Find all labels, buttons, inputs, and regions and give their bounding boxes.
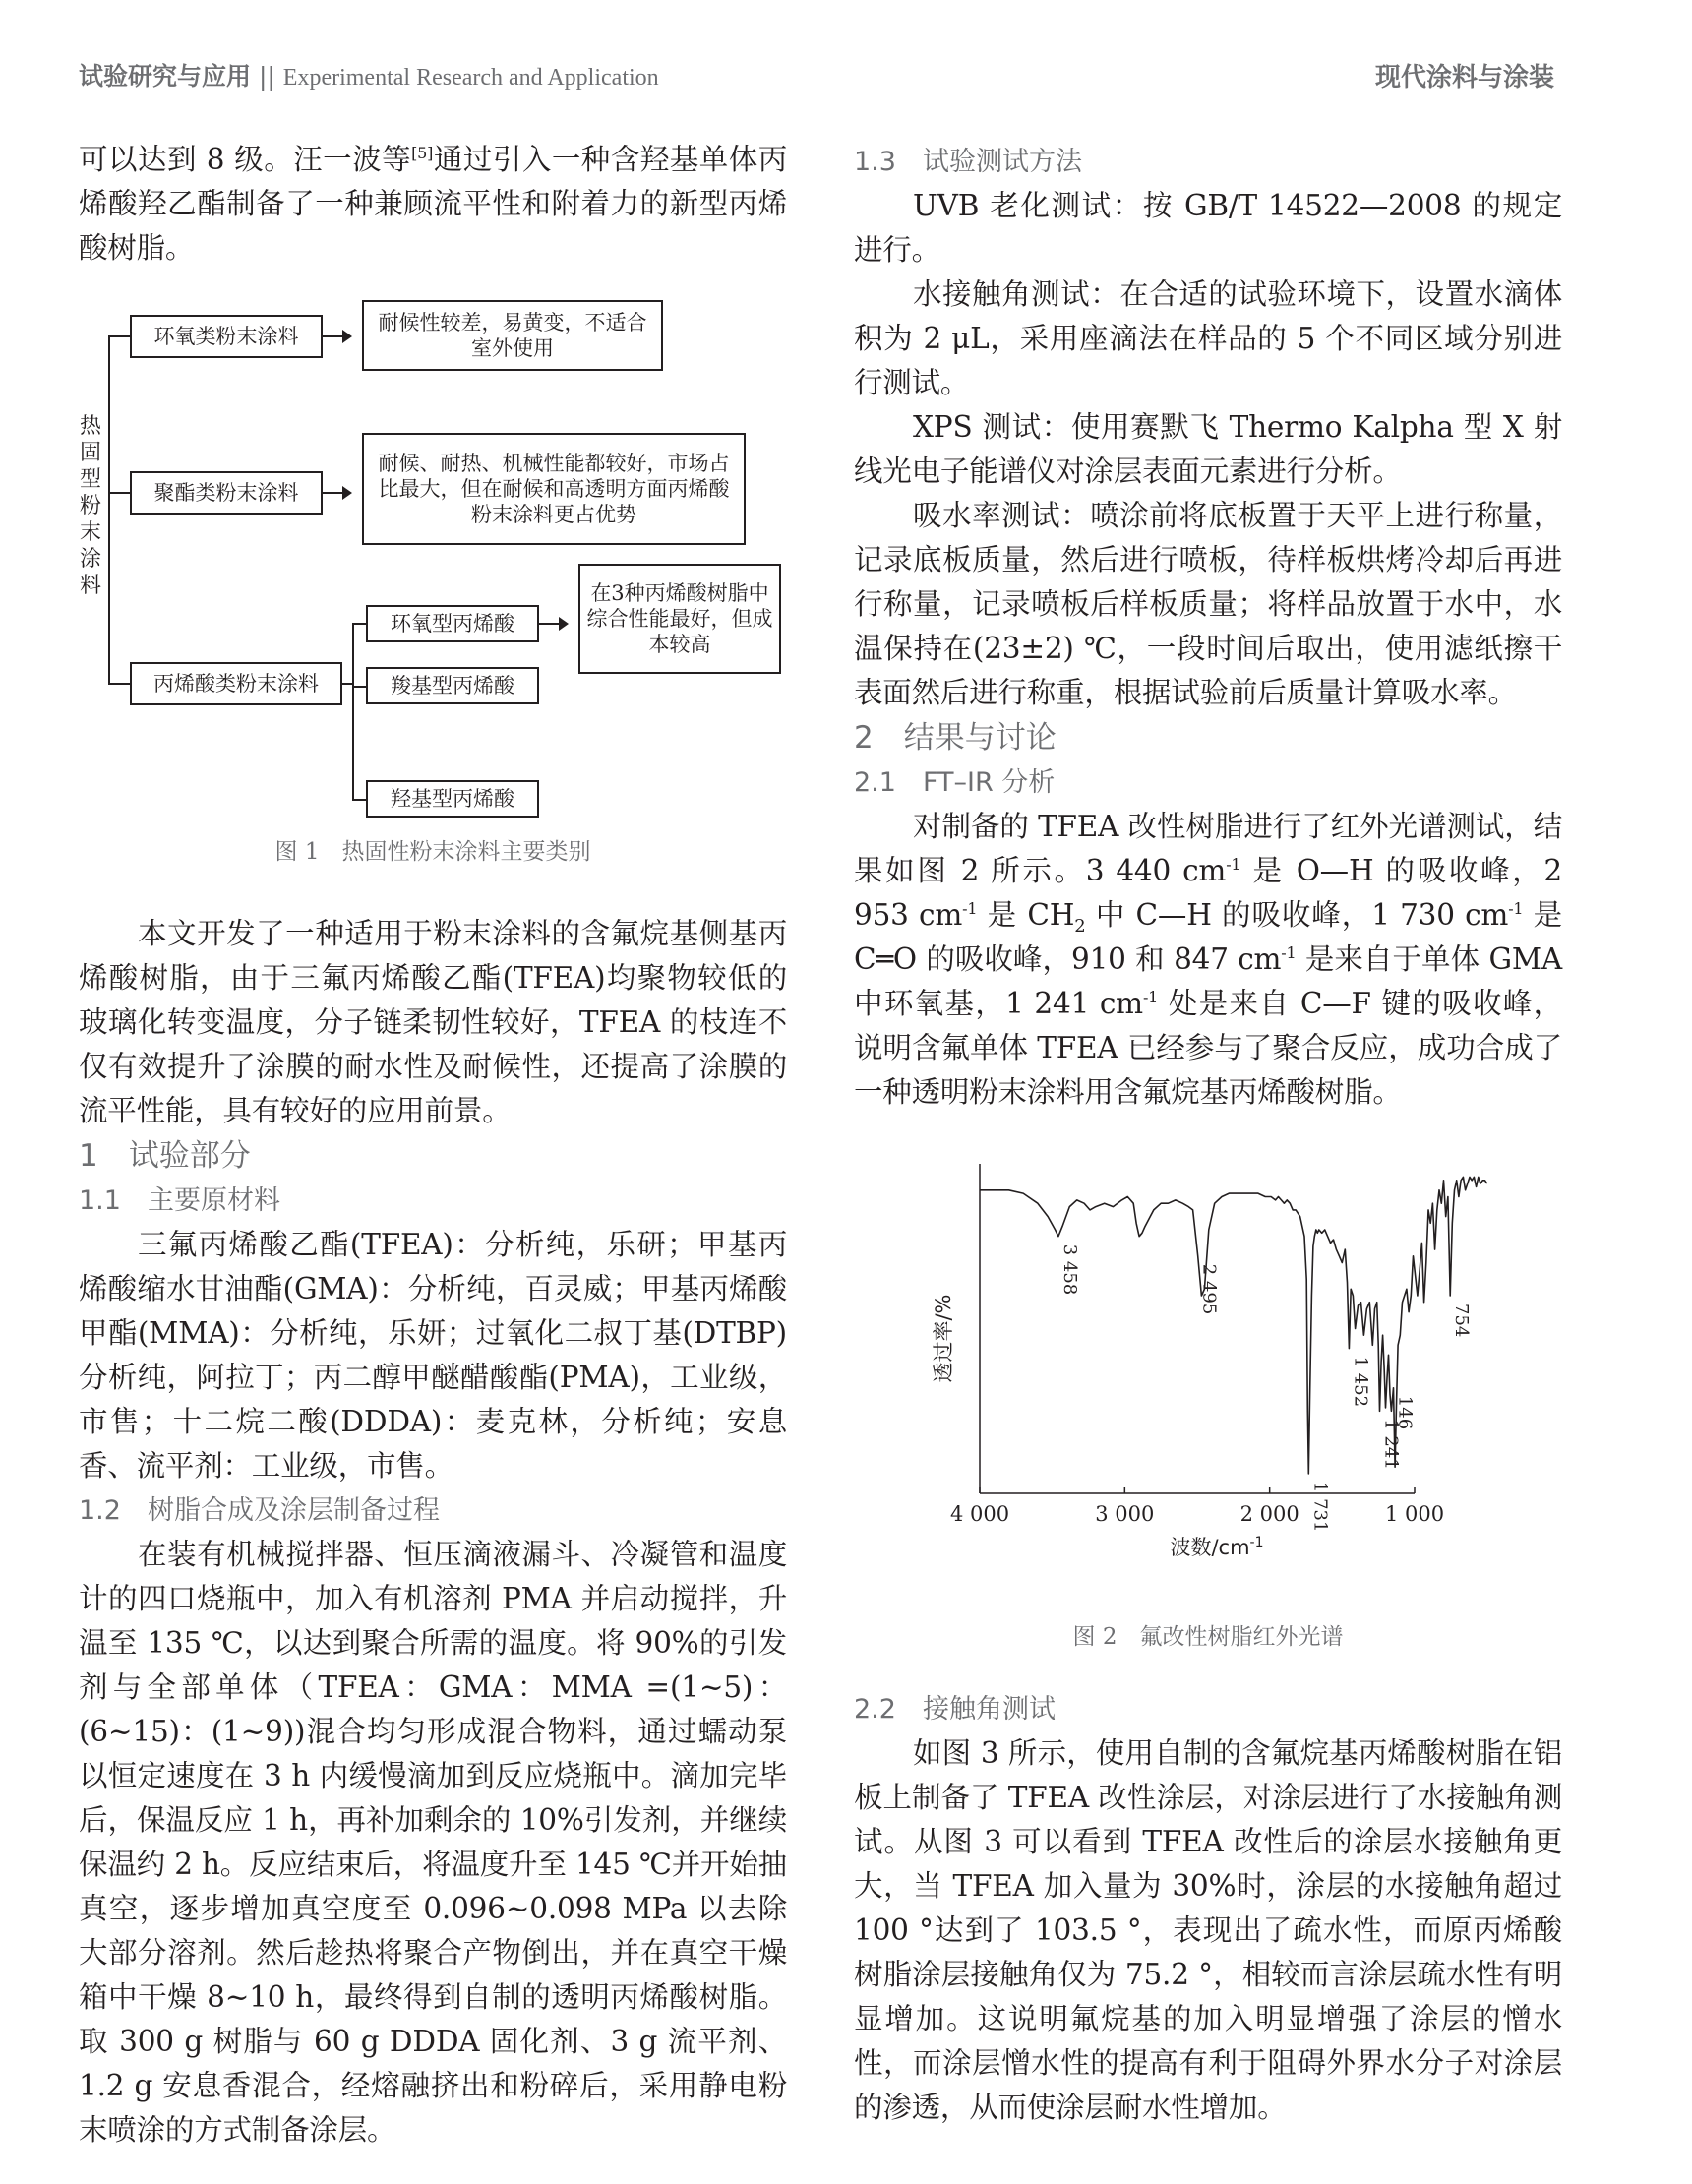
- fig1-sub-carboxyl-acrylic: 羧基型丙烯酸: [366, 667, 539, 704]
- figure-1: [79, 300, 787, 851]
- peak-label: 1 731: [1309, 1481, 1331, 1533]
- x-tick-label: 3 000: [1095, 1502, 1155, 1526]
- fig1-root-label: 热固型粉末涂料: [79, 414, 101, 598]
- header-separator: ||: [258, 62, 275, 91]
- figure-2: [854, 1154, 1562, 1626]
- fig1-branch-polyester: 聚酯类粉末涂料: [130, 471, 323, 515]
- heading-2-2: 2.2 接触角测试: [854, 1694, 1056, 1725]
- arrow-icon: [559, 617, 569, 631]
- heading-2: 2 结果与讨论: [854, 720, 1057, 756]
- section-title: 试验研究与应用: [79, 62, 252, 91]
- heading-1-3: 1.3 试验测试方法: [854, 147, 1082, 177]
- contact-angle-paragraph: 如图 3 所示，使用自制的含氟烷基丙烯酸树脂在铝板上制备了 TFEA 改性涂层，对涂层进行了水接触角测试。从图 3 可以看到 TFEA 改性后的涂层水接触角更大，当 TFEA 加入量为 30%时，涂层的水接触角超过 100 °达到了 103.5 °，表现出了疏水性，而原丙烯酸树脂涂层接触角仅为 75.2 °，相较而言涂层疏水性有明显增加。这说明氟烷基的加入明显增强了涂层的憎水性，而涂层憎水性的提高有利于阻碍外界水分子对涂层的渗透，从而使涂层耐水性增加。: [854, 1736, 1562, 2124]
- heading-1-1: 1.1 主要原材料: [79, 1185, 280, 1216]
- x-tick-label: 2 000: [1239, 1502, 1299, 1526]
- peak-label: 1 452: [1350, 1356, 1371, 1408]
- contact-angle-method-paragraph: 水接触角测试：在合适的试验环境下，设置水滴体积为 2 μL，采用座滴法在样品的 5 个不同区域分别进行测试。: [854, 277, 1562, 399]
- arrow-icon: [342, 330, 352, 343]
- arrow-icon: [342, 486, 352, 500]
- ftir-paragraph: 对制备的 TFEA 改性树脂进行了红外光谱测试，结果如图 2 所示。3 440 $cm^{-1}$ 是 O—H 的吸收峰，2 953 $cm^{-1}$ 是 $CH_2$ 中 C—H 的吸收峰，1 730 $cm^{-1}$ 是 C═O 的吸收峰，910 和 847 $cm^{-1}$ 是来自于单体 GMA 中环氧基，1 241 $cm^{-1}$ 处是来自 C—F 键的吸收峰，说明含氟单体 TFEA 已经参与了聚合反应，成功合成了一种透明粉末涂料用含氟烷基丙烯酸树脂。: [854, 810, 1563, 1109]
- fig1-note-polyester: 耐候、耐热、机械性能都较好，市场占比最大，但在耐候和高透明方面丙烯酸粉末涂料更占优势: [362, 433, 746, 545]
- water-absorption-paragraph: 吸水率测试：喷涂前将底板置于天平上进行称量，记录底板质量，然后进行喷板，待样板烘烤冷却后再进行称量，记录喷板后样板质量；将样品放置于水中，水温保持在(23±2) ℃，一段时间后取出，使用滤纸擦干表面然后进行称重，根据试验前后质量计算吸水率。: [854, 499, 1562, 709]
- y-axis-label: 透过率/%: [932, 1294, 955, 1383]
- fig1-sub-epoxy-acrylic: 环氧型丙烯酸: [366, 605, 539, 642]
- ir-spectrum-chart: [854, 1154, 1562, 1626]
- figure-1-caption: 图 1 热固性粉末涂料主要类别: [274, 839, 591, 865]
- x-tick-label: 1 000: [1384, 1502, 1445, 1526]
- peak-label: 3 458: [1058, 1244, 1080, 1296]
- peak-label: 1 241: [1380, 1419, 1402, 1470]
- fig1-note-acrylic: 在3种丙烯酸树脂中综合性能最好，但成本较高: [578, 564, 781, 674]
- heading-1-2: 1.2 树脂合成及涂层制备过程: [79, 1495, 440, 1526]
- intro-paragraph: 可以达到 8 级。汪一波等[5]通过引入一种含羟基单体丙烯酸羟乙酯制备了一种兼顾流平性和附着力的新型丙烯酸树脂。: [79, 143, 787, 265]
- materials-paragraph: 三氟丙烯酸乙酯(TFEA)：分析纯，乐研；甲基丙烯酸缩水甘油酯(GMA)：分析纯，百灵威；甲基丙烯酸甲酯(MMA)：分析纯，乐妍；过氧化二叔丁基(DTBP)分析纯，阿拉丁；丙二醇甲醚醋酸酯(PMA)，工业级，市售；十二烷二酸(DDDA)：麦克林，分析纯；安息香、流平剂：工业级，市售。: [79, 1228, 787, 1483]
- x-axis-label: 波数$/cm^{-1}$: [1170, 1535, 1264, 1559]
- xps-paragraph: XPS 测试：使用赛默飞 Thermo Kalpha 型 X 射线光电子能谱仪对涂层表面元素进行分析。: [854, 410, 1562, 488]
- peak-label: 754: [1451, 1304, 1473, 1338]
- left-column: [79, 138, 787, 2153]
- fig1-branch-epoxy: 环氧类粉末涂料: [130, 315, 323, 358]
- peak-label: 2 495: [1198, 1263, 1220, 1315]
- synthesis-paragraph: 在装有机械搅拌器、恒压滴液漏斗、冷凝管和温度计的四口烧瓶中，加入有机溶剂 PMA 并启动搅拌，升温至 135 ℃，以达到聚合所需的温度。将 90%的引发剂与全部单体（TFEA：GMA：MMA =(1~5)：(6~15)：(1~9))混合均匀形成混合物料，通过蠕动泵以恒定速度在 3 h 内缓慢滴加到反应烧瓶中。滴加完毕后，保温反应 1 h，再补加剩余的 10%引发剂，并继续保温约 2 h。反应结束后，将温度升至 145 ℃并开始抽真空，逐步增加真空度至 0.096~0.098 MPa 以去除大部分溶剂。然后趁热将聚合产物倒出，并在真空干燥箱中干燥 8~10 h，最终得到自制的透明丙烯酸树脂。取 300 g 树脂与 60 g DDDA 固化剂、3 g 流平剂、1.2 g 安息香混合，经熔融挤出和粉碎后，采用静电粉末喷涂的方式制备涂层。: [79, 1538, 787, 2147]
- heading-1: 1 试验部分: [79, 1138, 251, 1174]
- right-column: [854, 140, 1562, 2130]
- journal-title: 现代涂料与涂装: [1374, 63, 1554, 92]
- uvb-paragraph: UVB 老化测试：按 GB/T 14522—2008 的规定进行。: [854, 189, 1562, 267]
- main-paragraph: 本文开发了一种适用于粉末涂料的含氟烷基侧基丙烯酸树脂，由于三氟丙烯酸乙酯(TFEA)均聚物较低的玻璃化转变温度，分子链柔韧性较好，TFEA 的枝连不仅有效提升了涂膜的耐水性及耐候性，还提高了涂膜的流平性能，具有较好的应用前景。: [79, 917, 787, 1127]
- running-header-left: [79, 57, 659, 92]
- heading-2-1: 2.1 FT–IR 分析: [854, 767, 1056, 798]
- peak-label: 146: [1394, 1395, 1416, 1430]
- fig1-branch-acrylic: 丙烯酸类粉末涂料: [130, 662, 342, 705]
- x-tick-label: 4 000: [949, 1502, 1010, 1526]
- section-title-en: Experimental Research and Application: [282, 65, 659, 91]
- fig1-note-epoxy: 耐候性较差，易黄变，不适合室外使用: [362, 300, 663, 371]
- figure-2-caption: 图 2 氟改性树脂红外光谱: [1072, 1624, 1344, 1650]
- fig1-sub-hydroxyl-acrylic: 羟基型丙烯酸: [366, 780, 539, 818]
